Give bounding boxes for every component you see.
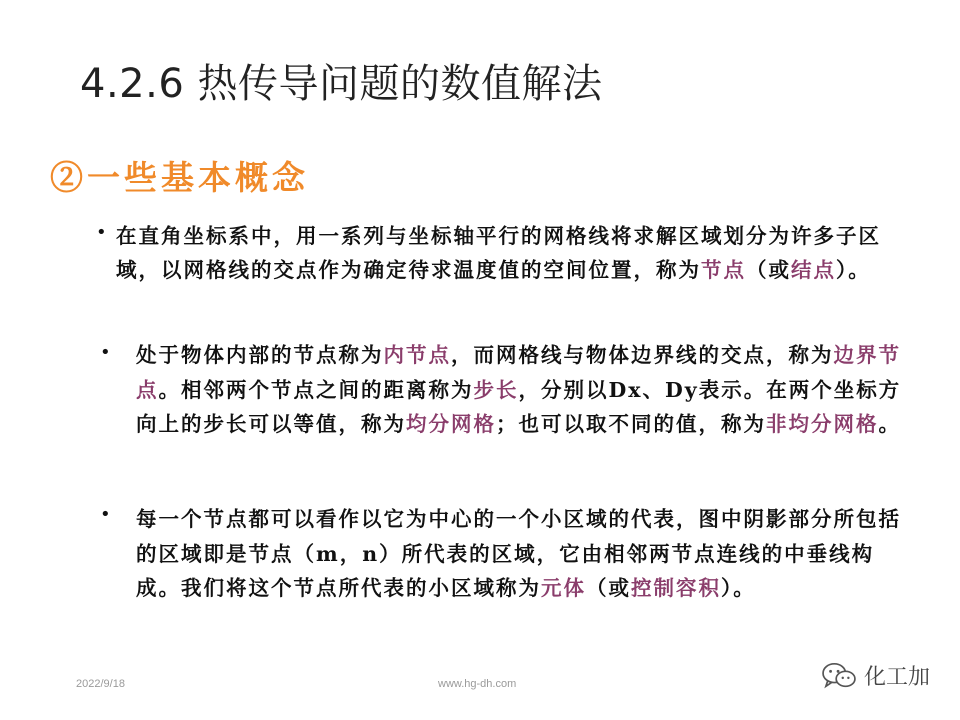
term-jiedian-alt: 结点 [791, 258, 836, 282]
footer-url: www.hg-dh.com [438, 678, 517, 690]
bullet-marker: • [96, 222, 107, 243]
bullet-3-text-3: ）。 [721, 576, 756, 600]
bullet-3-text-1: 每一个节点都可以看作以它为中心的一个小区域的代表，图中阴影部分所包括的区域即是节点（m，n）所代表的区域，它由相邻两节点连线的中垂线构成。我们将这个节点所代表的小区域称为 [136, 507, 901, 600]
bullet-1-text-3: ）。 [836, 258, 871, 282]
bullet-2-text-4: ，分别以Dx、Dy表示。在两个坐标方向上的步长可以等值，称为 [136, 377, 902, 436]
bullet-2-text-2: ，而网格线与物体边界线的交点，称为 [451, 343, 834, 367]
bullet-paragraph-2 [136, 338, 906, 442]
term-nonuniform-grid: 非均分网格 [766, 412, 879, 436]
bullet-1-text-1: 在直角坐标系中，用一系列与坐标轴平行的网格线将求解区域划分为许多子区域，以网格线的交点作为确定待求温度值的空间位置，称为 [116, 224, 881, 282]
bullet-3-text-2: （或 [586, 576, 631, 600]
term-control-volume: 控制容积 [631, 576, 721, 600]
bullet-2-text-6: 。 [878, 412, 901, 436]
bullet-marker: • [100, 504, 111, 525]
watermark [820, 660, 930, 691]
term-step-length: 步长 [473, 377, 519, 402]
term-inner-node: 内节点 [383, 343, 451, 367]
footer-date: 2022/9/18 [76, 678, 125, 690]
bullet-2-text-1: 处于物体内部的节点称为 [136, 343, 384, 367]
slide-subtitle: ②一些基本概念 [50, 158, 309, 197]
bullet-1-text-2: （或 [746, 258, 791, 282]
term-uniform-grid: 均分网格 [406, 412, 496, 436]
bullet-paragraph-3 [136, 502, 906, 606]
bullet-2-text-5: ；也可以取不同的值，称为 [496, 412, 766, 436]
term-element: 元体 [541, 576, 586, 600]
watermark-text: 化工加 [863, 665, 930, 690]
bullet-marker: • [100, 342, 111, 363]
term-boundary-node: 边界节点 [136, 343, 901, 402]
bullet-2-text-3: 。相邻两个节点之间的距离称为 [158, 377, 474, 402]
term-jiedian: 节点 [701, 258, 746, 282]
slide-title: 4.2.6 热传导问题的数值解法 [80, 61, 603, 107]
wechat-icon [820, 661, 858, 691]
bullet-paragraph-1 [116, 219, 906, 287]
